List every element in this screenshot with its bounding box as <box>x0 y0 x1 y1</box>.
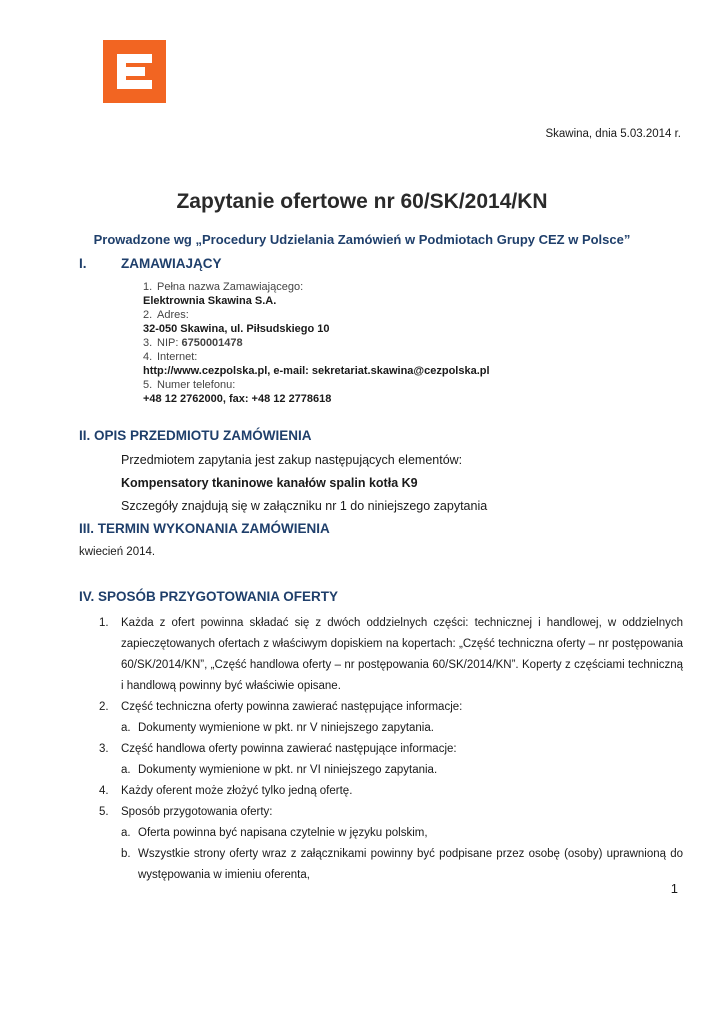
sub-list-item: b. Wszystkie strony oferty wraz z załącznikami powinny być podpisane przez osobę (osoby) uprawnioną do występowania w imieniu oferenta, <box>121 848 683 881</box>
page-number: 1 <box>670 881 678 896</box>
buyer-info-label: 1. Pełna nazwa Zamawiającego: <box>143 281 304 293</box>
section-4-heading: IV. SPOSÓB PRZYGOTOWANIA OFERTY <box>79 589 339 604</box>
sub-list-item: a. Dokumenty wymienione w pkt. nr V niniejszego zapytania. <box>121 722 434 734</box>
buyer-info-label: 4. Internet: <box>143 351 198 363</box>
document-date: Skawina, dnia 5.03.2014 r. <box>545 128 681 140</box>
buyer-internet: http://www.cezpolska.pl, e-mail: sekretariat.skawina@cezpolska.pl <box>143 365 490 377</box>
buyer-address: 32-050 Skawina, ul. Piłsudskiego 10 <box>143 323 330 335</box>
buyer-name: Elektrownia Skawina S.A. <box>143 295 277 307</box>
document-subtitle: Prowadzone wg „Procedury Udzielania Zamówień w Podmiotach Grupy CEZ w Polsce” <box>93 232 631 247</box>
cez-logo-icon <box>103 40 166 103</box>
section-1-heading <box>79 256 222 271</box>
section-1-title: ZAMAWIAJĄCY <box>121 256 222 271</box>
section-3-value: kwiecień 2014. <box>79 546 156 558</box>
list-item: 1. Każda z ofert powinna składać się z dwóch oddzielnych części: technicznej i handlowej, w oddzielnych zapieczętowanych ofertach z właściwym dopiskiem na kopertach: „Część techniczna oferty – nr postępowania 60/SK/2014/KN”, „Część handlowa oferty – nr postępowania 60/SK/2014/KN”. Koperty z częściami techniczną i handlową powinny być właściwie opisane. <box>99 617 683 692</box>
list-item: 3. Część handlowa oferty powinna zawierać następujące informacje: <box>99 743 457 755</box>
list-item: 2. Część techniczna oferty powinna zawierać następujące informacje: <box>99 701 463 713</box>
buyer-info-label: 2. Adres: <box>143 309 189 321</box>
buyer-info-label: 5. Numer telefonu: <box>143 379 236 391</box>
buyer-info <box>143 280 490 406</box>
cez-logo <box>103 40 166 103</box>
sub-list-item: a. Dokumenty wymienione w pkt. nr VI niniejszego zapytania. <box>121 764 438 776</box>
buyer-phone: +48 12 2762000, fax: +48 12 2778618 <box>143 393 332 405</box>
document-title: Zapytanie ofertowe nr 60/SK/2014/KN <box>176 190 548 213</box>
section-2-intro: Przedmiotem zapytania jest zakup następujących elementów: <box>121 453 463 467</box>
buyer-nip: 3. NIP: 6750001478 <box>143 337 243 349</box>
sub-list-item: a. Oferta powinna być napisana czytelnie w języku polskim, <box>121 827 428 839</box>
section-2-item: Kompensatory tkaninowe kanałów spalin kotła K9 <box>121 476 418 490</box>
section-1-number: I. <box>79 256 87 271</box>
list-item: 4. Każdy oferent może złożyć tylko jedną ofertę. <box>99 785 353 797</box>
section-2-details: Szczegóły znajdują się w załączniku nr 1 do niniejszego zapytania <box>121 499 488 513</box>
section-2-heading: II. OPIS PRZEDMIOTU ZAMÓWIENIA <box>79 428 312 443</box>
buyer-nip-value: 6750001478 <box>181 337 243 349</box>
section-3-heading: III. TERMIN WYKONANIA ZAMÓWIENIA <box>79 521 330 536</box>
offer-preparation-list <box>79 613 683 886</box>
list-item: 5. Sposób przygotowania oferty: <box>99 806 273 818</box>
